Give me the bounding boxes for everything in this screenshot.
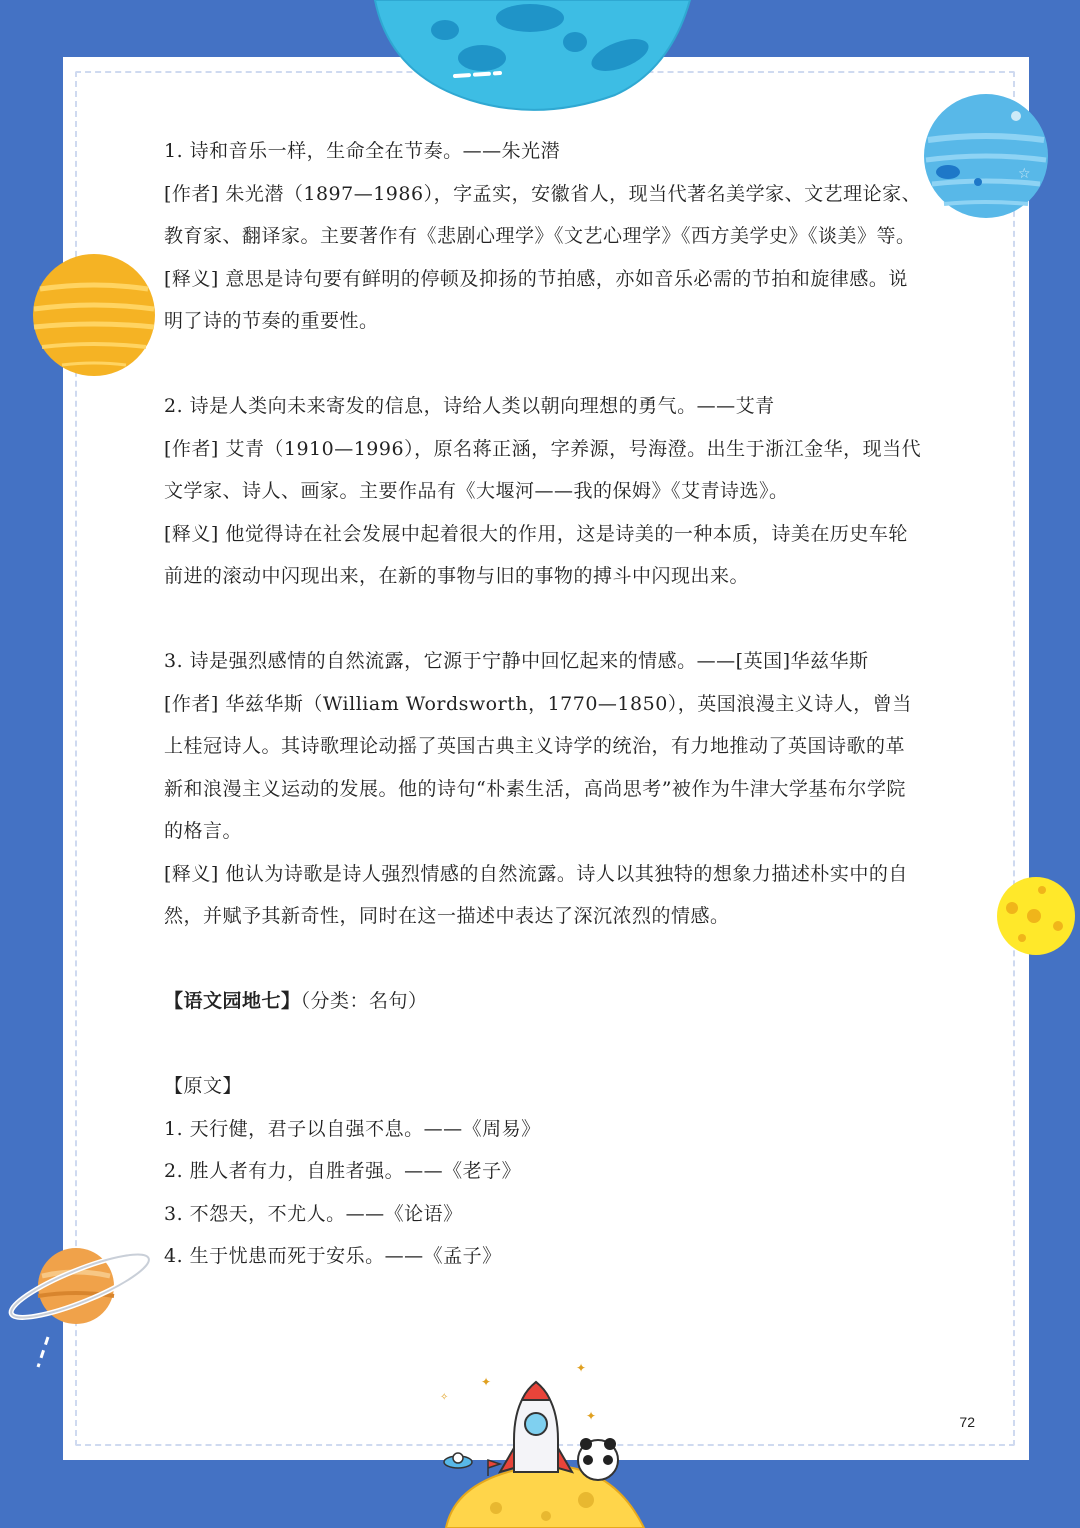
yellow-planet-icon [996,876,1076,956]
garden-heading [164,980,924,1023]
quote-line-1: 1. 天行健，君子以自强不息。——《周易》 [164,1117,541,1140]
garden-heading-label: 【语文园地七】 [164,990,301,1012]
section-2-meaning: [释义] 他觉得诗在社会发展中起着很大的作用，这是诗美的一种本质，诗美在历史车轮前进的滚动中闪现出来，在新的事物与旧的事物的搏斗中闪现出来。 [164,522,908,587]
svg-text:✦: ✦ [481,1375,492,1389]
section-2-title: 2. 诗是人类向未来寄发的信息，诗给人类以朝向理想的勇气。——艾青 [164,395,775,417]
svg-text:✦: ✦ [576,1361,587,1375]
section-3-meaning: [释义] 他认为诗歌是诗人强烈情感的自然流露。诗人以其独特的想象力描述朴实中的自然，并赋予其新奇性，同时在这一描述中表达了深沉浓烈的情感。 [164,862,908,927]
quote-line-3: 3. 不怨天，不尤人。——《论语》 [164,1202,463,1225]
svg-text:✧: ✧ [440,1392,449,1403]
rocket-scene-icon [436,1360,656,1528]
document-page [63,57,1029,1460]
page-content [164,130,924,1278]
section-3-author: [作者] 华兹华斯（William Wordsworth，1770—1850），英国浪漫主义诗人，曾当上桂冠诗人。其诗歌理论动摇了英国古典主义诗学的统治，有力地推动了英国诗歌的革新和浪漫主义运动的发展。他的诗句“朴素生活，高尚思考”被作为牛津大学基布尔学院的格言。 [164,692,912,842]
saturn-icon [8,1242,158,1372]
section-1-meaning: [释义] 意思是诗句要有鲜明的停顿及抑扬的节拍感，亦如音乐必需的节拍和旋律感。说明了诗的节奏的重要性。 [164,267,908,332]
orange-planet-icon [32,253,156,377]
garden-category: （分类：名句） [300,990,428,1012]
section-1-author: [作者] 朱光潜（1897—1986），字孟实，安徽省人，现当代著名美学家、文艺理论家、教育家、翻译家。主要著作有《悲剧心理学》《文艺心理学》《西方美学史》《谈美》等。 [164,182,922,247]
page-number: 72 [959,1414,975,1430]
quote-line-4: 4. 生于忧患而死于安乐。——《孟子》 [164,1245,502,1267]
svg-text:✦: ✦ [586,1409,597,1423]
section-1-title: 1. 诗和音乐一样，生命全在节奏。——朱光潜 [164,140,561,162]
moon-icon [370,0,720,115]
svg-text:☆: ☆ [1018,166,1031,182]
blue-planet-icon [922,92,1050,220]
section-3-title: 3. 诗是强烈感情的自然流露，它源于宁静中回忆起来的情感。——[英国]华兹华斯 [164,650,869,672]
original-label: 【原文】 [164,1075,243,1097]
section-2-author: [作者] 艾青（1910—1996），原名蒋正涵，字养源，号海澄。出生于浙江金华，现当代文学家、诗人、画家。主要作品有《大堰河——我的保姆》《艾青诗选》。 [164,437,922,502]
quote-line-2: 2. 胜人者有力，自胜者强。——《老子》 [164,1160,522,1182]
